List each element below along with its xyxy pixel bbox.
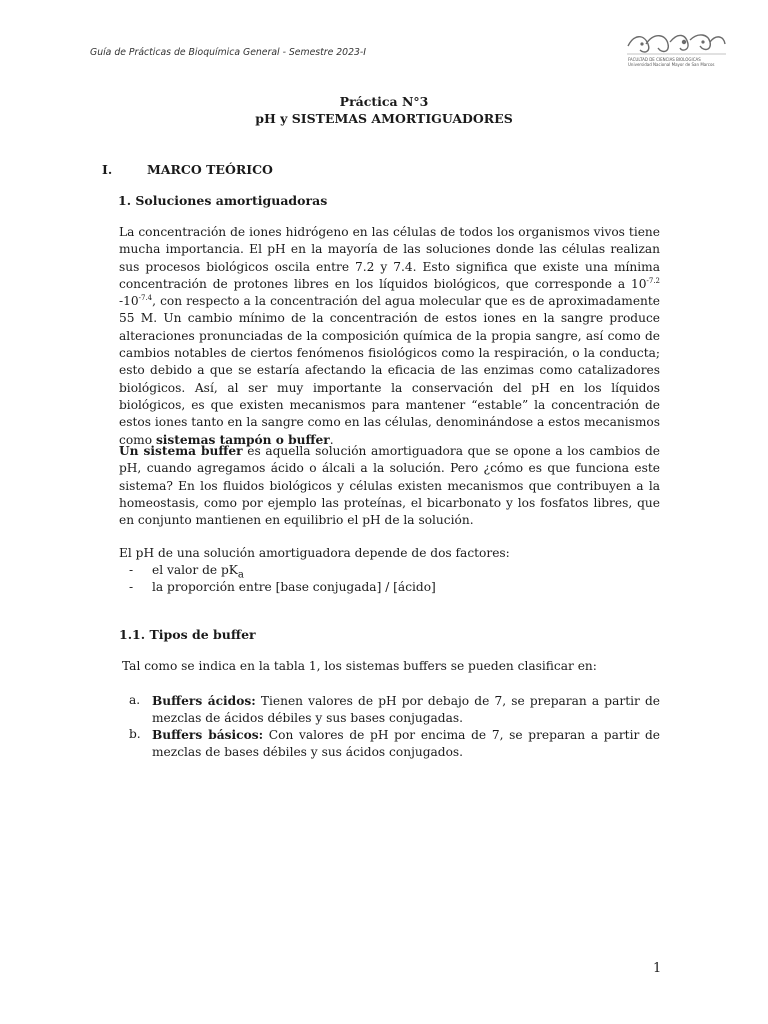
type-b-text: Con valores de pH por encima de 7, se preparan a partir de mezclas de bases débiles y sus ácidos conjugados. xyxy=(152,728,661,760)
paragraph-buffer-intro xyxy=(119,224,660,449)
para1-text-a: La concentración de iones hidrógeno en las células de todos los organismos vivos tiene mucha importancia. El pH en la mayoría de las soluciones donde las células realizan sus procesos biológicos oscila entre 7.2 y 7.4. Esto significa que existe una mínima concentración de protones libres en los líquidos biológicos, que corresponde a 10 xyxy=(119,225,660,291)
faculty-logo-icon xyxy=(624,30,728,74)
practice-subtitle: pH y SISTEMAS AMORTIGUADORES xyxy=(255,111,513,126)
para1-text-end: . xyxy=(329,432,334,447)
logo-caption-line2: Universidad Nacional Mayor de San Marcos xyxy=(628,62,715,67)
type-b-marker: b. xyxy=(129,727,141,741)
factor-dash-1: - xyxy=(129,563,134,577)
practice-title: Práctica N°3 xyxy=(339,94,429,109)
para2-bold-term: Un sistema buffer xyxy=(119,444,243,458)
type-b-label: Buffers básicos: xyxy=(152,728,264,742)
type-a-marker: a. xyxy=(129,693,141,707)
section-number: I. xyxy=(102,162,113,177)
type-a-text: Tienen valores de pH por debajo de 7, se preparan a partir de mezclas de ácidos débiles y sus bases conjugadas. xyxy=(152,694,661,726)
factor-item-1-subscript: a xyxy=(237,569,244,581)
factor-dash-2: - xyxy=(129,580,134,594)
logo-caption-line1: FACULTAD DE CIENCIAS BIOLÓGICAS xyxy=(628,57,701,62)
type-b-item xyxy=(152,727,660,762)
paragraph-buffer-definition xyxy=(119,443,660,529)
guide-header-title: Guía de Prácticas de Bioquímica General - Semestre 2023-I xyxy=(90,47,367,58)
para1-text-b: , con respecto a la concentración del agua molecular que es de aproximadamente 55 M. Un cambio mínimo de la concentración de estos iones en la sangre produce alteraciones pronunciadas de la composición química de la propia sangre, así como de cambios notables de ciertos fenómenos fisiológicos como la respiración, o la conducta; esto debido a que se estaría afectando la eficacia de las enzimas como catalizadores biológicos. Así, al ser muy importante la conservación del pH en los líquidos biológicos, es que existen mecanismos para mantener “estable” la concentración de estos iones tanto en la sangre como en las células, denominándose a estos mecanismos como xyxy=(119,294,660,447)
factor-item-1-text: el valor de pK xyxy=(152,563,238,577)
para1-exponent-1: -7.2 xyxy=(646,276,660,285)
type-a-label: Buffers ácidos: xyxy=(152,694,256,708)
para2-text: es aquella solución amortiguadora que se opone a los cambios de pH, cuando agregamos ácido o álcali a la solución. Pero ¿cómo es que funciona este sistema? En los fluidos biológicos y células existen mecanismos que contribuyen a la homeostasis, como por ejemplo las proteínas, el bicarbonato y los fosfatos libres, que en conjunto mantienen en equilibrio el pH de la solución. xyxy=(119,444,660,528)
para1-bold-term: sistemas tampón o buffer xyxy=(155,432,330,447)
section-heading: MARCO TEÓRICO xyxy=(147,162,273,177)
factor-item-2: la proporción entre [base conjugada] / [ácido] xyxy=(152,580,436,594)
subsection-heading-1: 1. Soluciones amortiguadoras xyxy=(118,193,328,208)
type-a-item xyxy=(152,693,660,728)
para1-text-mid: -10 xyxy=(119,294,139,309)
paragraph-types-intro: Tal como se indica en la tabla 1, los sistemas buffers se pueden clasificar en: xyxy=(122,659,597,673)
page-number: 1 xyxy=(653,961,662,976)
subsection-heading-2: 1.1. Tipos de buffer xyxy=(119,627,256,642)
paragraph-factors-intro: El pH de una solución amortiguadora depende de dos factores: xyxy=(119,546,510,560)
logo-caption xyxy=(628,57,728,67)
para1-exponent-2: -7.4 xyxy=(138,294,153,303)
